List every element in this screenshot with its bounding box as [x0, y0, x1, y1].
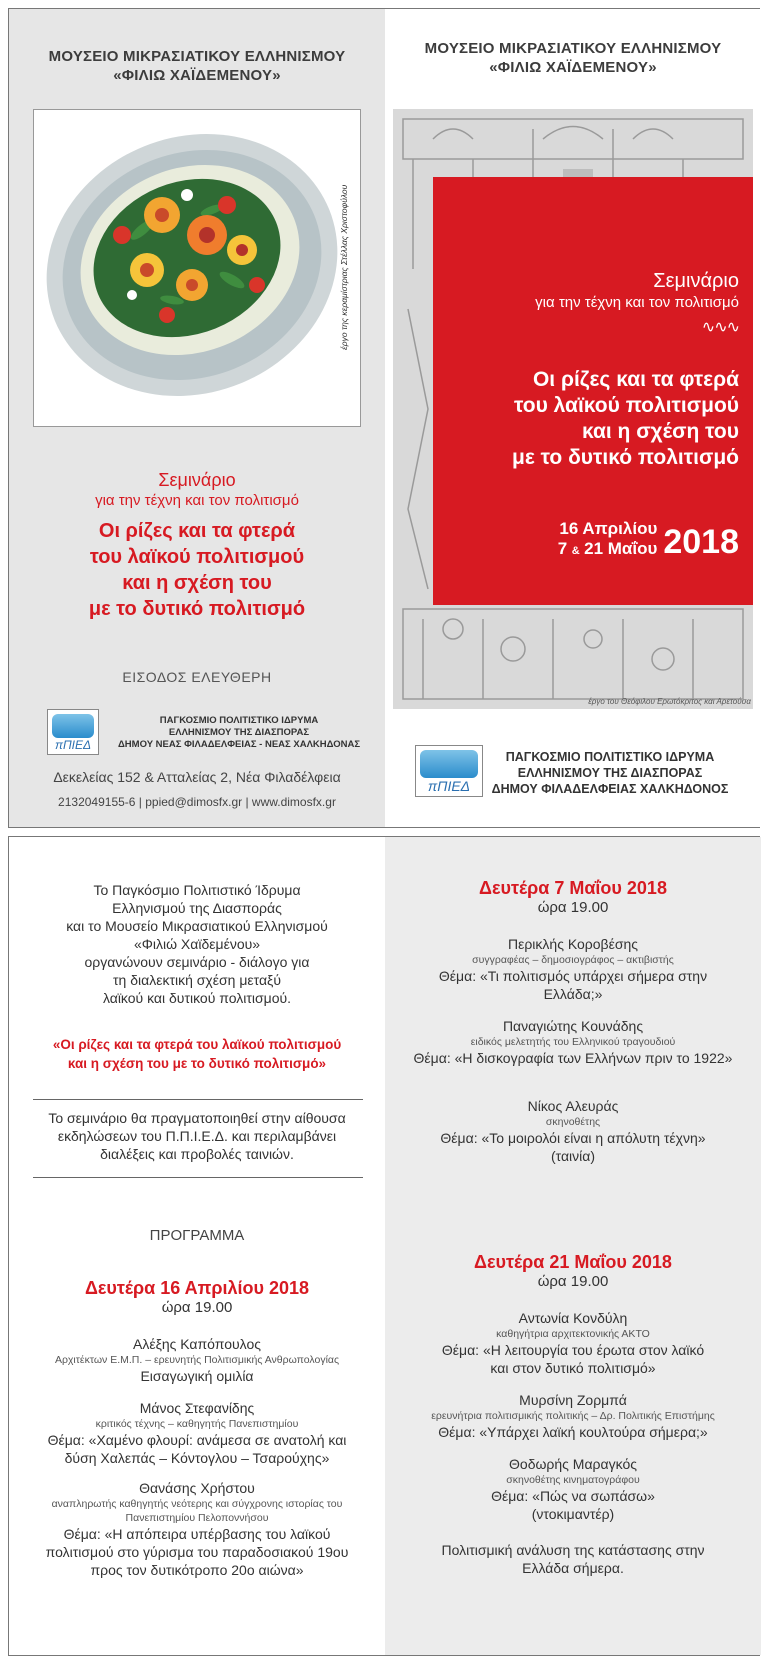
day-block-3: [385, 1251, 761, 1577]
intro-line: λαϊκού και δυτικού πολιτισμού.: [102, 990, 292, 1006]
plate-credit: έργο της κεραμίστριας Στέλλας Χριστοφύλου: [339, 184, 349, 350]
talk-topic: Θέμα: «Τι πολιτισμός υπάρχει σήμερα στην: [438, 968, 708, 984]
seminar-title: [443, 367, 739, 471]
day-time: ώρα 19.00: [161, 1299, 233, 1316]
seminar-red-panel: [433, 177, 753, 605]
day-date: Δευτέρα 21 Μαΐου 2018: [474, 1252, 672, 1272]
talk-topic: Εισαγωγική ομιλία: [140, 1368, 254, 1384]
talk: [385, 1391, 761, 1441]
contact-info: 2132049155-6 | ppied@dimosfx.gr | www.dimosfx.gr: [58, 795, 336, 809]
speaker-name: Μάνος Στεφανίδης: [139, 1400, 255, 1416]
program-heading: ΠΡΟΓΡΑΜΜΑ: [149, 1227, 245, 1244]
venue-text: [9, 1109, 385, 1163]
intro-line: οργανώνουν σεμινάριο - διάλογο για: [84, 954, 310, 970]
venue-line: Το σεμινάριο θα πραγματοποιηθεί στην αίθουσα: [48, 1110, 346, 1126]
seminar-label: Σεμινάριο: [158, 470, 236, 490]
title-line: Οι ρίζες και τα φτερά: [98, 520, 296, 542]
museum-heading-right: [385, 39, 761, 77]
title-line: Οι ρίζες και τα φτερά: [532, 368, 739, 391]
org-line: ΔΗΜΟΥ ΦΙΛΑΔΕΛΦΕΙΑΣ ΧΑΛΚΗΔΟΝΟΣ: [491, 782, 729, 796]
speaker-name: Θοδωρής Μαραγκός: [509, 1456, 637, 1472]
speaker-name: Αντωνία Κονδύλη: [518, 1310, 628, 1326]
talk: [9, 1335, 385, 1385]
day-date: Δευτέρα 16 Απριλίου 2018: [84, 1278, 310, 1298]
speaker-name: Αλέξης Καπόπουλος: [132, 1336, 261, 1352]
day-time: ώρα 19.00: [537, 1273, 609, 1290]
speaker-role: ερευνήτρια πολιτισμικής πολιτικής – Δρ. Πολιτικής Επιστήμης: [431, 1410, 715, 1422]
speaker-role: συγγραφέας – δημοσιογράφος – ακτιβιστής: [472, 954, 674, 966]
speaker-name: Περικλής Κοροβέσης: [507, 936, 639, 952]
venue-line: διαλέξεις και προβολές ταινιών.: [100, 1146, 294, 1162]
speaker-role: Πανεπιστημίου Πελοποννήσου: [125, 1512, 269, 1524]
speaker-name: Μυρσίνη Ζορμπά: [519, 1392, 627, 1408]
museum-name-line2: «ΦΙΛΙΩ ΧΑΪΔΕΜΕΝΟΥ»: [113, 67, 281, 84]
day-block-2: [385, 877, 761, 1165]
intro-line: τη διαλεκτική σχέση μεταξύ: [113, 972, 281, 988]
org-name-right: [475, 749, 745, 797]
inside-left-panel: [9, 837, 385, 1655]
logo-text: πΠΙΕΔ: [54, 738, 92, 752]
closing-line: Ελλάδα σήμερα.: [522, 1560, 624, 1576]
title-line: με το δυτικό πολιτισμό: [511, 446, 739, 469]
quote-line: και η σχέση του με το δυτικό πολιτισμό»: [67, 1056, 327, 1071]
title-line: του λαϊκού πολιτισμού: [513, 394, 739, 417]
date-second-day: 7: [557, 539, 568, 558]
date-third: 21 Μαΐου: [584, 539, 658, 558]
talk-topic: Ελλάδα;»: [543, 986, 603, 1002]
speaker-role: σκηνοθέτης κινηματογράφου: [506, 1474, 640, 1486]
talk: [9, 1479, 385, 1579]
title-line: και η σχέση του: [581, 420, 739, 443]
ceramic-plate-illustration: [42, 110, 352, 426]
talk-topic: Θέμα: «Υπάρχει λαϊκή κουλτούρα σήμερα;»: [438, 1424, 708, 1440]
logo-text: πΠΙΕΔ: [427, 778, 471, 794]
intro-line: Το Παγκόσμιο Πολιτιστικό Ίδρυμα: [93, 882, 301, 898]
divider: [33, 1177, 363, 1178]
talk-topic: Θέμα: «Η λειτουργία του έρωτα στον λαϊκό: [441, 1342, 705, 1358]
org-line: ΠΑΓΚΟΣΜΙΟ ΠΟΛΙΤΙΣΤΙΚΟ ΙΔΡΥΜΑ: [159, 715, 319, 726]
talk-topic: Θέμα: «Χαμένο φλουρί: ανάμεσα σε ανατολή και: [47, 1432, 347, 1448]
ppied-logo-left: [47, 709, 99, 755]
closing-line: Πολιτισμική ανάλυση της κατάστασης στην: [441, 1542, 705, 1558]
talk: [385, 1309, 761, 1377]
museum-name-line1: ΜΟΥΣΕΙΟ ΜΙΚΡΑΣΙΑΤΙΚΟΥ ΕΛΛΗΝΙΣΜΟΥ: [424, 40, 722, 57]
talk: [385, 1455, 761, 1523]
address: Δεκελείας 152 & Ατταλείας 2, Νέα Φιλαδέλφεια: [53, 769, 341, 785]
sketch-credit: έργο του Θεόφιλου Ερωτόκριτος και Αρετούσα: [588, 697, 751, 706]
day-block-1: [9, 1277, 385, 1579]
title-line: και η σχέση του: [122, 572, 272, 594]
dates-text: [558, 519, 658, 561]
closing-text: [385, 1541, 761, 1577]
talk: [385, 1017, 761, 1067]
talk-topic: και στον δυτικό πολιτισμό»: [490, 1360, 656, 1376]
seminar-subtitle: για την τέχνη και τον πολιτισμό: [95, 492, 299, 509]
org-line: ΕΛΛΗΝΙΣΜΟΥ ΤΗΣ ΔΙΑΣΠΟΡΑΣ: [168, 727, 310, 738]
talk-topic: (ντοκιμαντέρ): [531, 1506, 615, 1522]
museum-name-line1: ΜΟΥΣΕΙΟ ΜΙΚΡΑΣΙΑΤΙΚΟΥ ΕΛΛΗΝΙΣΜΟΥ: [48, 48, 346, 65]
intro-line: «Φιλιώ Χαϊδεμένου»: [133, 936, 261, 952]
seminar-label: Σεμινάριο: [653, 270, 739, 292]
org-line: ΕΛΛΗΝΙΣΜΟΥ ΤΗΣ ΔΙΑΣΠΟΡΑΣ: [517, 766, 703, 780]
speaker-name: Νίκος Αλευράς: [527, 1098, 619, 1114]
talk-topic: (ταινία): [550, 1148, 596, 1164]
date-first: 16 Απριλίου: [559, 519, 658, 538]
talk-topic: Θέμα: «Η δισκογραφία των Ελλήνων πριν το 1922»: [413, 1050, 733, 1066]
speaker-name: Παναγιώτης Κουνάδης: [502, 1018, 644, 1034]
speaker-role: ειδικός μελετητής του Ελληνικού τραγουδιού: [470, 1036, 676, 1048]
talk: [385, 1097, 761, 1165]
date-ampersand: &: [571, 545, 580, 557]
talk-topic: Θέμα: «Πώς να σωπάσω»: [491, 1488, 655, 1504]
cover-right-panel: [385, 9, 761, 827]
title-line: του λαϊκού πολιτισμού: [89, 546, 305, 568]
talk-topic: Θέμα: «Το μοιρολόι είναι η απόλυτη τέχνη»: [440, 1130, 706, 1146]
cover-sheet: [8, 8, 760, 828]
seminar-subtitle: για την τέχνη και τον πολιτισμό: [535, 294, 739, 311]
speaker-role: καθηγήτρια αρχιτεκτονικής ΑΚΤΟ: [496, 1328, 650, 1340]
talk-topic: Θέμα: «Η απόπειρα υπέρβασης του λαϊκού: [63, 1526, 331, 1542]
speaker-name: Θανάσης Χρήστου: [139, 1480, 255, 1496]
org-line: ΔΗΜΟΥ ΝΕΑΣ ΦΙΛΑΔΕΛΦΕΙΑΣ - ΝΕΑΣ ΧΑΛΚΗΔΟΝΑΣ: [117, 739, 361, 750]
ppied-logo-right: [415, 745, 483, 797]
museum-name-line2: «ΦΙΛΙΩ ΧΑΪΔΕΜΕΝΟΥ»: [489, 59, 657, 76]
inside-right-panel: [385, 837, 761, 1655]
org-line: ΠΑΓΚΟΣΜΙΟ ΠΟΛΙΤΙΣΤΙΚΟ ΙΔΡΥΜΑ: [505, 750, 715, 764]
ceramic-plate-image: [33, 109, 361, 427]
speaker-role: σκηνοθέτης: [545, 1116, 601, 1128]
seminar-title: [9, 518, 385, 622]
museum-heading-left: [9, 47, 385, 85]
date-line1: [558, 519, 658, 539]
title-line: με το δυτικό πολιτισμό: [88, 598, 306, 620]
talk-topic: πολιτισμού στο γύρισμα του παραδοσιακού 19ου: [45, 1544, 349, 1560]
seminar-title-left: [9, 469, 385, 622]
wave-divider-icon: ∿∿∿: [701, 319, 739, 336]
inside-sheet: [8, 836, 760, 1656]
speaker-role: κριτικός τέχνης – καθηγητής Πανεπιστημίου: [95, 1418, 299, 1430]
speaker-role: Αρχιτέκτων Ε.Μ.Π. – ερευνητής Πολιτισμικής Ανθρωπολογίας: [54, 1354, 340, 1366]
wave-icon: [52, 714, 94, 738]
intro-line: και το Μουσείο Μικρασιατικού Ελληνισμού: [66, 918, 328, 934]
quote-title: [9, 1035, 385, 1073]
seminar-dates: [558, 519, 739, 561]
year: 2018: [663, 523, 739, 561]
talk: [9, 1399, 385, 1467]
quote-line: «Οι ρίζες και τα φτερά του λαϊκού πολιτισμού: [52, 1037, 342, 1052]
talk-topic: προς τον δυτικότροπο 20ο αιώνα»: [90, 1562, 304, 1578]
talk: [385, 935, 761, 1003]
org-name-left: [109, 715, 369, 751]
wave-icon: [420, 750, 478, 778]
cover-left-panel: [9, 9, 385, 827]
day-time: ώρα 19.00: [537, 899, 609, 916]
free-entry-label: ΕΙΣΟΔΟΣ ΕΛΕΥΘΕΡΗ: [122, 669, 272, 685]
dates-row: [558, 519, 739, 561]
speaker-role: αναπληρωτής καθηγητής νεότερης και σύγχρονης ιστορίας του: [51, 1498, 343, 1510]
divider: [33, 1099, 363, 1100]
date-line2: [558, 539, 658, 561]
intro-text: [9, 881, 385, 1007]
talk-topic: δύση Χαλεπάς – Κόντογλου – Τσαρούχης»: [64, 1450, 330, 1466]
intro-line: Ελληνισμού της Διασποράς: [112, 900, 282, 916]
day-date: Δευτέρα 7 Μαΐου 2018: [479, 878, 667, 898]
venue-line: εκδηλώσεων του Π.Π.Ι.Ε.Δ. και περιλαμβάνει: [57, 1128, 337, 1144]
